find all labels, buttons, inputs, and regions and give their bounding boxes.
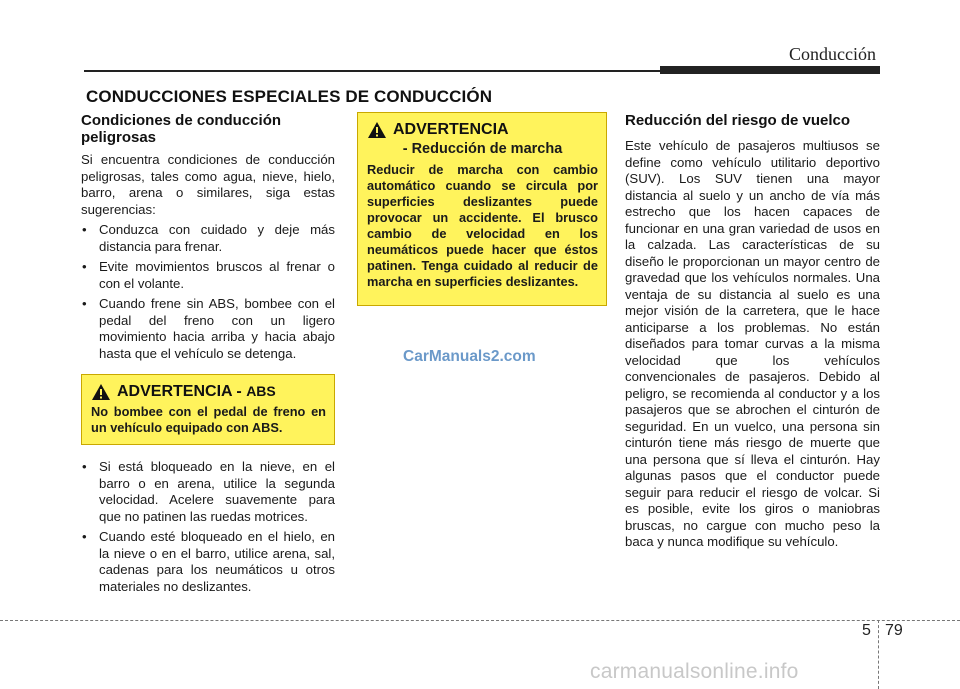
- list-item: • Si está bloqueado en la nieve, en el barro o en arena, utilice la segunda velocidad. Acelere suavemente para que no patinen las ruedas motrices.: [81, 459, 335, 525]
- header-bar: [660, 66, 880, 74]
- warning-subtitle: - Reducción de marcha: [402, 141, 563, 157]
- list-item: • Conduzca con cuidado y deje más distancia para frenar.: [81, 222, 335, 255]
- warning-body: Reducir de marcha con cambio automático cuando se circula por superficies deslizantes puede provocar un accidente. El brusco cambio de velocidad en los neumáticos puede hacer que éstos patinen. Tenga cuidado al reducir de marcha en superficies deslizantes.: [367, 161, 598, 289]
- warning-box-abs: [81, 374, 335, 445]
- warning-triangle-icon: [91, 383, 111, 401]
- brand-watermark: CarManuals2.com: [403, 348, 536, 365]
- left-column: [81, 112, 335, 599]
- list-item: • Evite movimientos bruscos al frenar o con el volante.: [81, 259, 335, 292]
- warning-title: ADVERTENCIA -: [117, 383, 247, 401]
- list-item: • Cuando esté bloqueado en el hielo, en la nieve o en el barro, utilice arena, sal, cadenas para los neumáticos u otros materiales no deslizantes.: [81, 529, 335, 595]
- right-column: [625, 112, 880, 551]
- intro-paragraph: Si encuentra condiciones de conducción peligrosas, tales como agua, nieve, hielo, barro, arena o similares, siga estas sugerencias:: [81, 152, 335, 217]
- warning-title: ADVERTENCIA: [393, 120, 509, 138]
- bullet-list-bottom: [81, 459, 335, 595]
- site-watermark: carmanualsonline.info: [590, 660, 799, 683]
- warning-header: [367, 121, 598, 139]
- footer-divider: [0, 620, 960, 621]
- rollover-paragraph: Este vehículo de pasajeros multiusos se define como vehículo utilitario deportivo (SUV). Los SUV tienen una mayor distancia al suelo y un ancho de vía más estrecho que los hacen capaces de funcionar en una gran variedad de usos en la calzada. Las características de su diseño le proporcionan un mayor centro de gravedad que los vehículos normales. Una ventaja de su distancia al suelo es una mejor visión de la carretera, que le hace anticiparse a los problemas. No están diseñados para tomar curvas a la misma velocidad que los vehículos convencionales de pasajeros. Debido al peligro, se recomienda al conductor y a los pasajeros que se abrochen el cinturón de seguridad. En un vuelco, una persona sin cinturón tiene más riesgo de muerte que una persona que sí lleva el cinturón. Hay algunas pasos que el conductor puede seguir para reducir el riesgo de volcar. Si es posible, evite los giros o maniobras bruscas, no cargue con mucho peso la baca y nunca modifique su vehículo.: [625, 138, 880, 549]
- footer-page-divider: [878, 620, 879, 689]
- warning-triangle-icon: [367, 121, 387, 139]
- list-item: • Cuando frene sin ABS, bombee con el pedal del freno con un ligero movimiento hacia arriba y hacia abajo hasta que el vehículo se detenga.: [81, 296, 335, 362]
- heading-dangerous-conditions: Condiciones de conducción peligrosas: [81, 112, 282, 146]
- header-rule: [84, 70, 660, 72]
- warning-body: No bombee con el pedal de freno en un vehículo equipado con ABS.: [91, 404, 326, 435]
- chapter-number: 5: [862, 622, 871, 639]
- warning-header: [91, 383, 326, 401]
- middle-column: [357, 112, 607, 306]
- bullet-list-top: [81, 222, 335, 362]
- warning-box-downshift: [357, 112, 607, 306]
- page-number: 79: [885, 622, 903, 639]
- chapter-title: Conducción: [789, 44, 876, 64]
- section-title: CONDUCCIONES ESPECIALES DE CONDUCCIÓN: [86, 87, 493, 106]
- heading-rollover-risk: Reducción del riesgo de vuelco: [625, 112, 851, 129]
- warning-title-suffix: ABS: [246, 383, 276, 400]
